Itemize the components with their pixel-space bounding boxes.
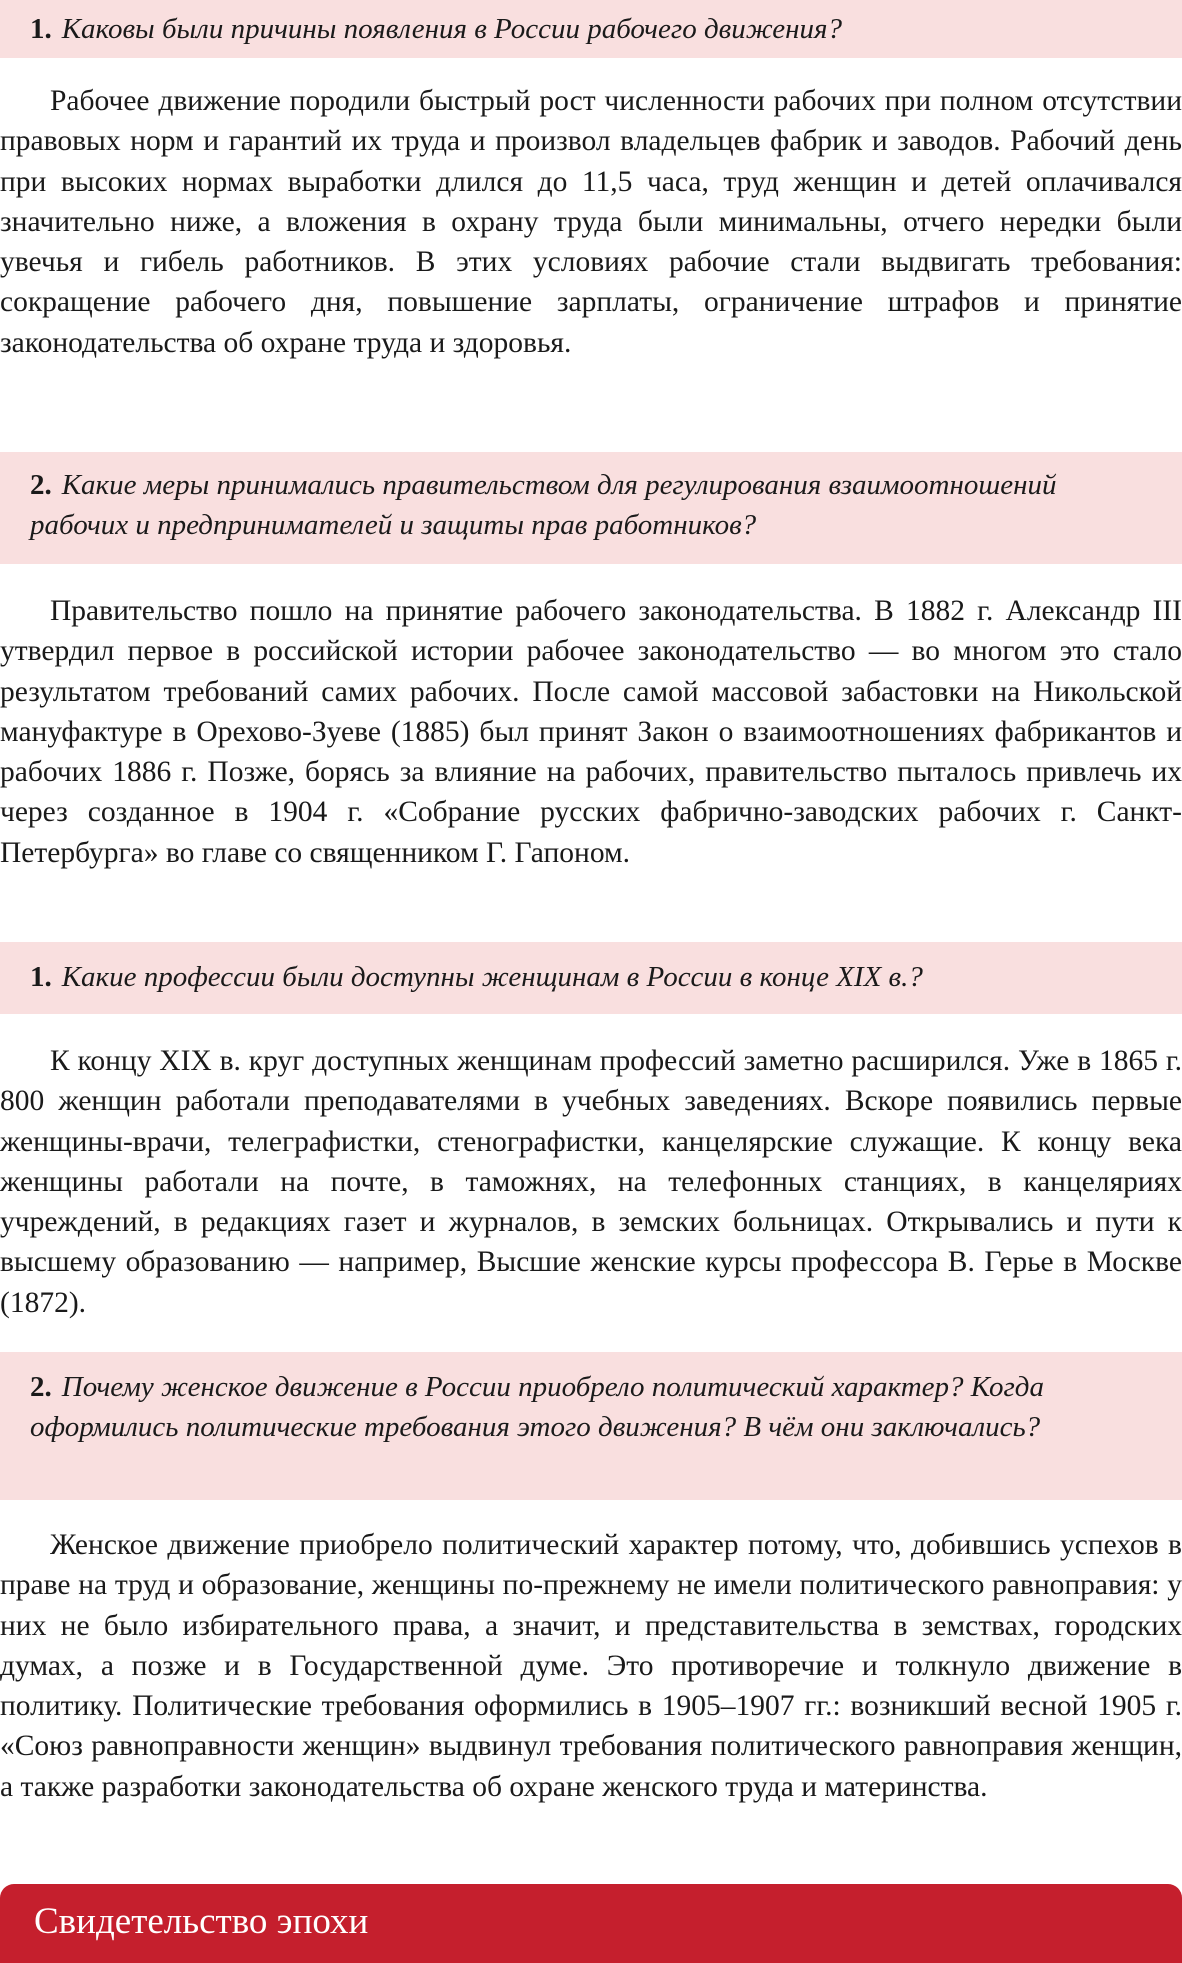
answer-paragraph: К концу XIX в. круг доступных женщинам профессий заметно расширился. Уже в 1865 г. 800 женщин работали преподавателями в учебных заведениях. Вскоре появились первые женщины-врачи, телеграфистки, стенографистки, канцелярские служащие. К концу века женщины работали на почте, в таможнях, на телефонных станциях, в канцеляриях учреждений, в редакциях газет и журналов, в земских больницах. Открывались и пути к высшему образованию — например, Высшие женские курсы профессора В. Герье в Москве (1872). — [0, 1045, 1182, 1319]
question-4-box — [0, 1352, 1182, 1500]
question-text: Какие профессии были доступны женщинам в России в конце XIX в.? — [61, 961, 923, 993]
answer-paragraph: Женское движение приобрело политический характер потому, что, добившись успехов в праве на труд и образование, женщины по-прежнему не имели политического равноправия: у них не было избирательного права, а значит, и представительства в земствах, городских думах, а позже и в Государственной думе. Это противоречие и толкнуло движение в политику. Политические требования оформились в 1905–1907 гг.: возникший весной 1905 г. «Союз равноправности женщин» выдвинул требования политического равноправия женщин, а также разработки законодательства об охране женского труда и материнства. — [0, 1529, 1182, 1803]
question-number: 1. — [30, 961, 52, 993]
answer-paragraph: Рабочее движение породили быстрый рост численности рабочих при полном отсутствии правовых норм и гарантий их труда и произвол владельцев фабрик и заводов. Рабочий день при высоких нормах выработки длился до 11,5 часа, труд женщин и детей оплачивался значительно ниже, а вложения в охрану труда были минимальны, отчего нередки были увечья и гибель работников. В этих условиях рабочие стали выдвигать требования: сокращение рабочего дня, повышение зарплаты, ограничение штрафов и принятие законодательства об охране труда и здоровья. — [0, 85, 1182, 359]
question-text: Какие меры принимались правительством для регулирования взаимоотношений рабочих и предпринимателей и защиты прав работников? — [30, 469, 1057, 541]
question-text: Каковы были причины появления в России рабочего движения? — [61, 13, 843, 45]
question-2-box — [0, 452, 1182, 564]
question-text: Почему женское движение в России приобрело политический характер? Когда оформились политические требования этого движения? В чём они заключались? — [30, 1371, 1044, 1443]
section-banner-title: Свидетельство эпохи — [34, 1901, 369, 1942]
question-3-box — [0, 942, 1182, 1014]
question-number: 2. — [30, 469, 52, 501]
question-number: 1. — [30, 13, 52, 45]
question-number: 2. — [30, 1371, 52, 1403]
section-banner — [0, 1884, 1182, 1963]
answer-paragraph: Правительство пошло на принятие рабочего законодательства. В 1882 г. Александр III утвердил первое в российской истории рабочее законодательство — во многом это стало результатом требований самих рабочих. После самой массовой забастовки на Никольской мануфактуре в Орехово-Зуеве (1885) был принят Закон о взаимоотношениях фабрикантов и рабочих 1886 г. Позже, борясь за влияние на рабочих, правительство пыталось привлечь их через созданное в 1904 г. «Собрание русских фабрично-заводских рабочих г. Санкт-Петербурга» во главе со священником Г. Гапоном. — [0, 595, 1182, 869]
question-1-box — [0, 0, 1182, 58]
